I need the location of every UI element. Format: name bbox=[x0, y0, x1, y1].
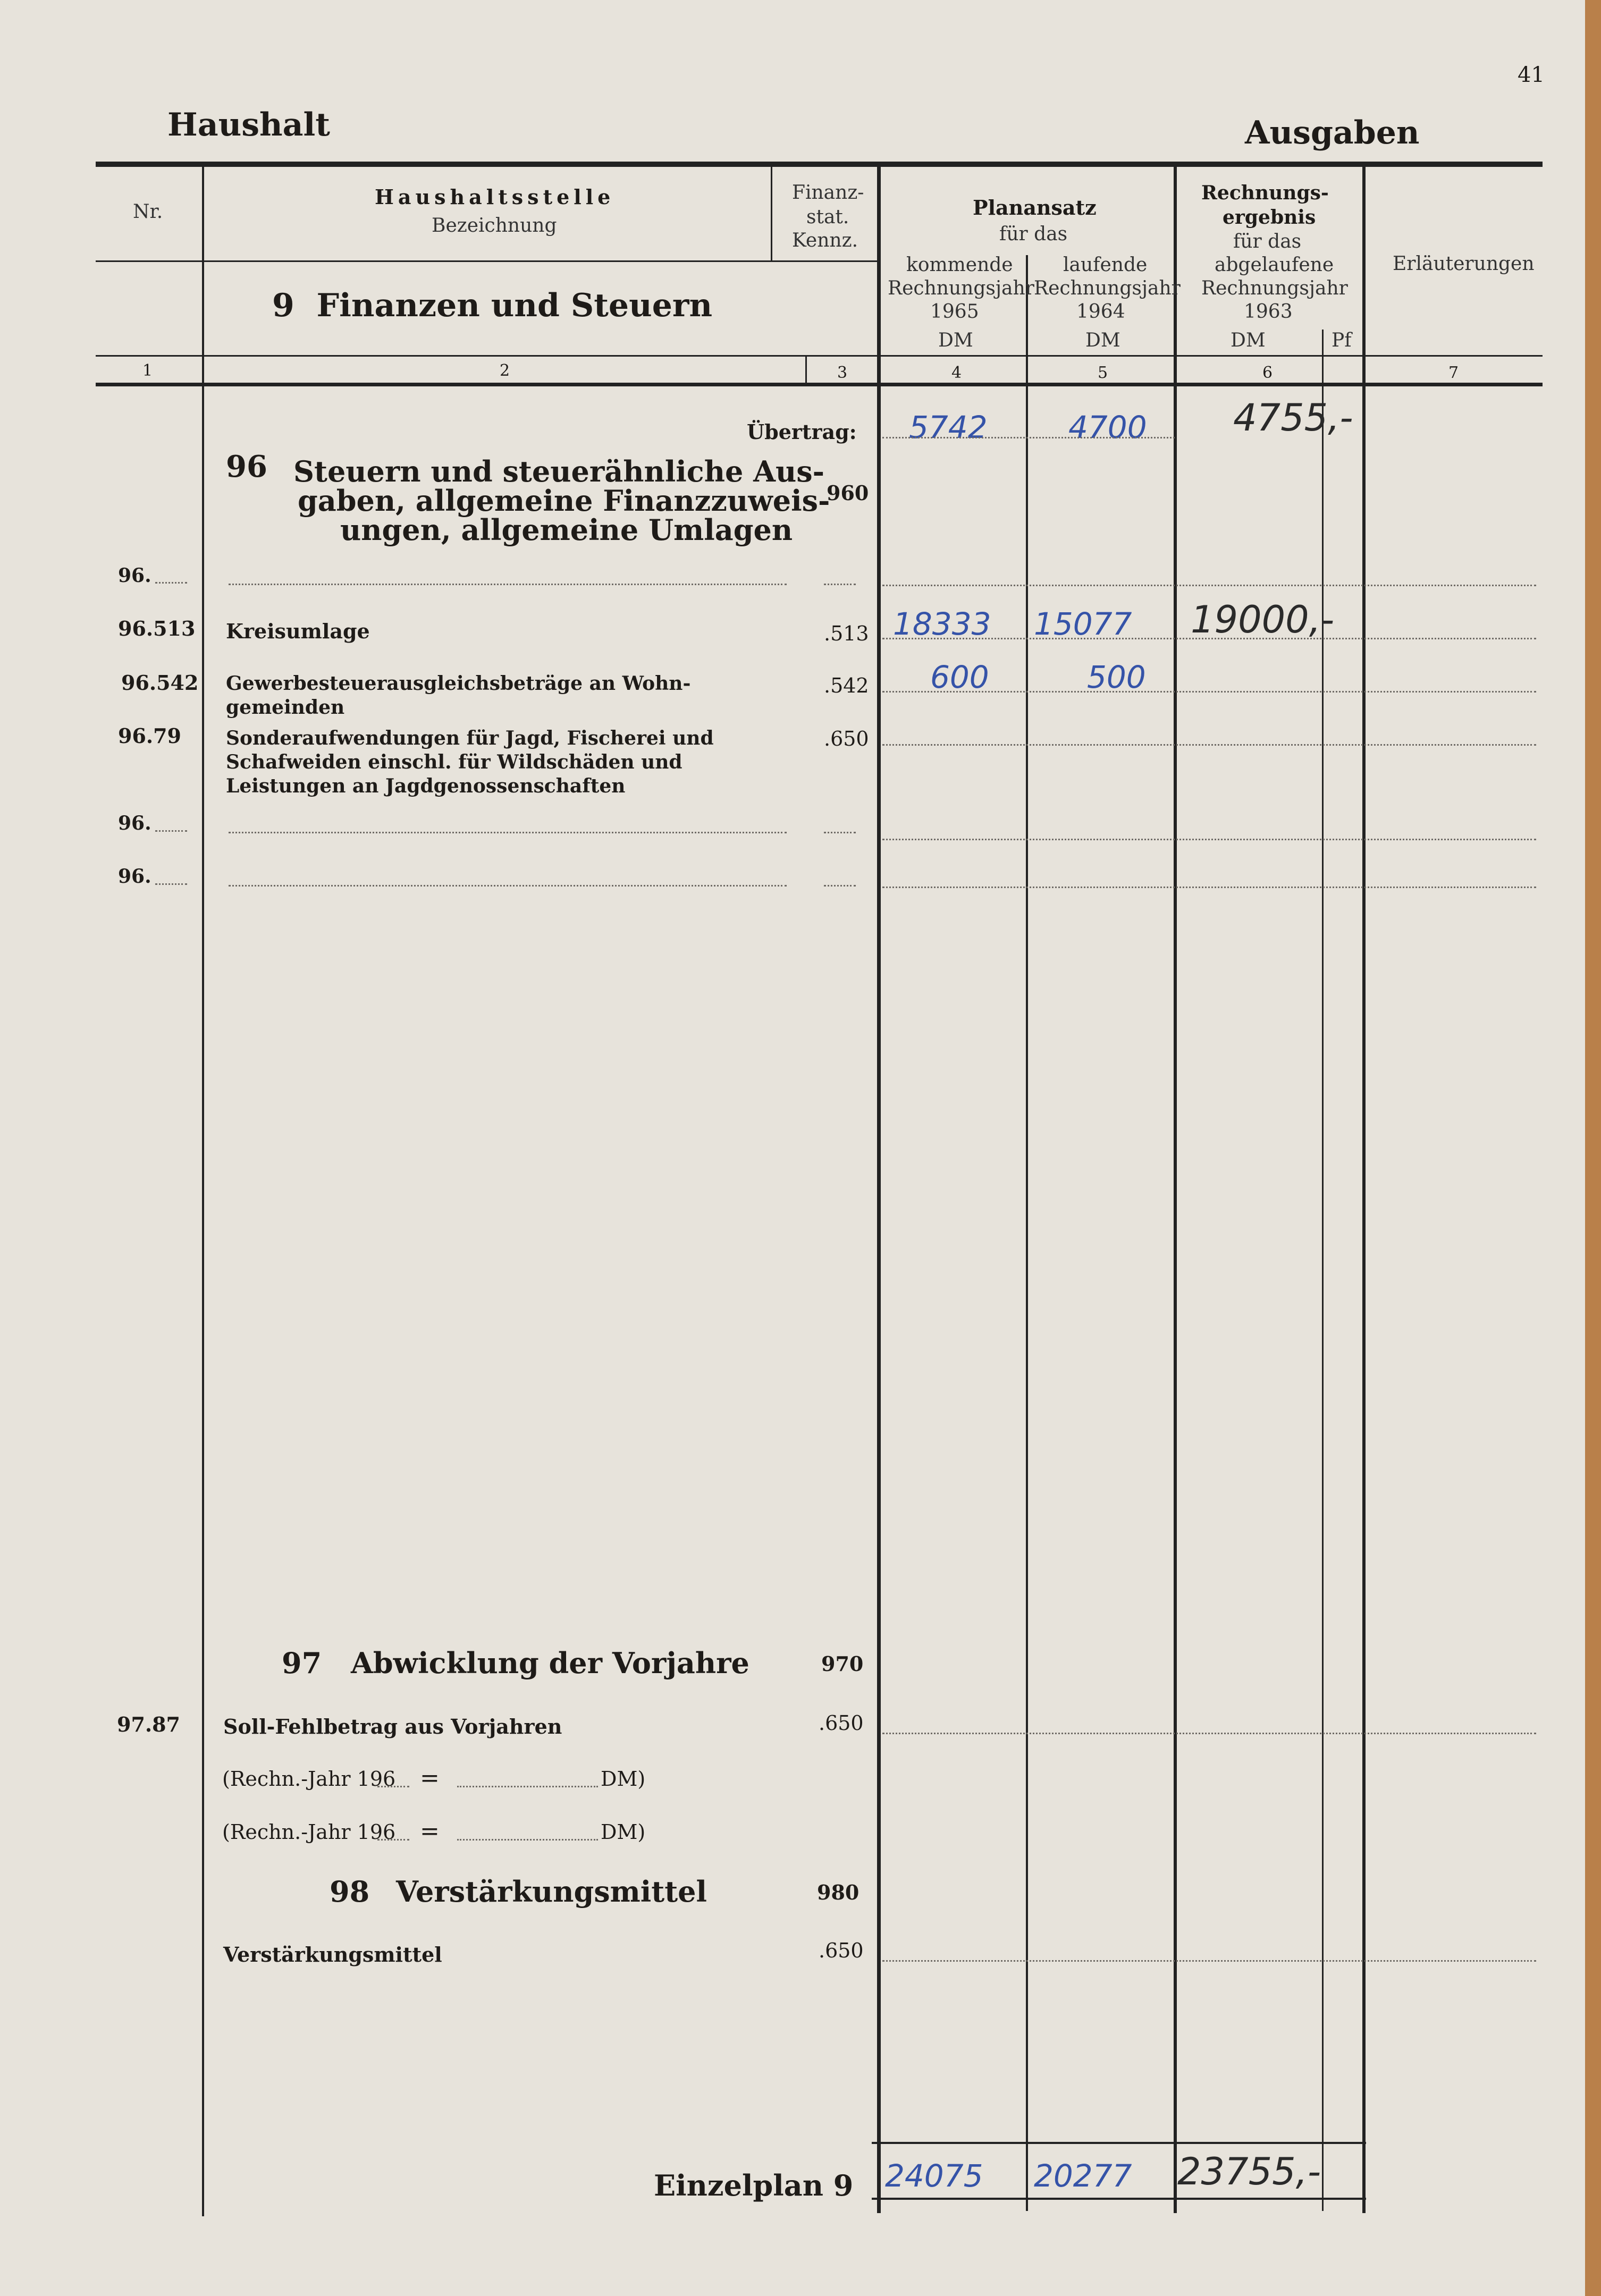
uebertrag-label: Übertrag: bbox=[747, 420, 857, 444]
rechn-jahr-dots bbox=[377, 1839, 409, 1841]
row-nr: 96. bbox=[118, 865, 151, 888]
row-kenn-dots bbox=[824, 885, 856, 887]
header-haushaltsstelle: Haushaltsstelle bbox=[375, 185, 615, 209]
col-number-6: 6 bbox=[1262, 364, 1273, 382]
col-number-1: 1 bbox=[142, 361, 153, 380]
total-label: Einzelplan 9 bbox=[654, 2168, 854, 2202]
group97-title: Abwicklung der Vorjahre bbox=[351, 1646, 749, 1680]
col-number-5: 5 bbox=[1098, 364, 1108, 382]
rechn-amount-dots bbox=[457, 1839, 598, 1841]
total-top-rule bbox=[872, 2142, 1366, 2144]
header-laufende-2: Rechnungsjahr bbox=[1034, 277, 1181, 299]
row-value-dots bbox=[882, 744, 1536, 746]
group96-code: 960 bbox=[827, 481, 869, 505]
vrule-plan-mid bbox=[1026, 255, 1028, 2211]
group96-title-2: gaben, allgemeine Finanzzuweis- bbox=[298, 484, 830, 518]
group98-code: 980 bbox=[817, 1880, 860, 1904]
total-1963: 23755,- bbox=[1177, 2150, 1321, 2193]
group96-title-1: Steuern und steuerähnliche Aus- bbox=[293, 454, 825, 488]
row-kenn: .542 bbox=[824, 674, 869, 697]
col-number-3: 3 bbox=[837, 364, 848, 382]
header-rechnungs-2: ergebnis bbox=[1223, 206, 1316, 229]
group98-number: 98 bbox=[330, 1875, 370, 1909]
row-nr: 96.542 bbox=[121, 671, 199, 695]
group98-title: Verstärkungsmittel bbox=[396, 1875, 707, 1909]
col-number-rule bbox=[96, 383, 1543, 386]
row-value-1964: 15077 bbox=[1034, 606, 1132, 642]
paper-edge bbox=[1585, 0, 1601, 2296]
col-number-2: 2 bbox=[500, 361, 510, 380]
vrule-finanz-2 bbox=[805, 355, 807, 385]
row-kenn-dots bbox=[824, 832, 856, 833]
row-kenn: .650 bbox=[819, 1939, 864, 1962]
header-finanz-3: Kennz. bbox=[792, 230, 858, 251]
rechn-jahr-label: (Rechn.-Jahr 196 bbox=[222, 1767, 396, 1791]
header-sub-rule bbox=[96, 260, 877, 262]
group96-title-3: ungen, allgemeine Umlagen bbox=[340, 513, 793, 547]
row-text: Soll-Fehlbetrag aus Vorjahren bbox=[223, 1715, 562, 1738]
header-rechnungs-3: für das bbox=[1233, 231, 1302, 252]
row-nr: 96.513 bbox=[118, 617, 196, 640]
uebertrag-dots bbox=[882, 437, 1175, 438]
row-value-1965: 18333 bbox=[893, 606, 991, 642]
row-text-line2: Schafweiden einschl. für Wildschäden und bbox=[226, 751, 682, 773]
row-value-1964: 500 bbox=[1087, 659, 1146, 695]
header-finanz-1: Finanz- bbox=[792, 182, 864, 204]
rechn-jahr-label: (Rechn.-Jahr 196 bbox=[222, 1820, 396, 1844]
header-rechnungs-4: abgelaufene bbox=[1215, 254, 1334, 276]
col-number-4: 4 bbox=[951, 364, 962, 382]
group97-number: 97 bbox=[282, 1646, 322, 1680]
rechn-amount-dots bbox=[457, 1786, 598, 1787]
row-value-dots bbox=[882, 691, 1536, 693]
row-nr-dots bbox=[155, 830, 187, 832]
header-dm-1963: DM bbox=[1231, 330, 1266, 351]
vrule-nr bbox=[202, 167, 204, 2216]
row-value-1965: 600 bbox=[930, 659, 989, 695]
row-kenn-dots bbox=[824, 584, 856, 585]
group97-code: 970 bbox=[821, 1652, 864, 1676]
row-text: Sonderaufwendungen für Jagd, Fischerei und bbox=[226, 727, 714, 749]
row-text-dots bbox=[229, 885, 787, 887]
row-kenn: .513 bbox=[824, 622, 869, 645]
row-text: Gewerbesteuerausgleichsbeträge an Wohn- bbox=[226, 672, 691, 695]
header-kommende-2: Rechnungsjahr bbox=[888, 277, 1034, 299]
uebertrag-1963: 4755,- bbox=[1233, 396, 1353, 440]
header-bottom-rule bbox=[96, 355, 1543, 357]
vrule-rech-left bbox=[1174, 167, 1177, 2213]
row-nr: 96. bbox=[118, 812, 151, 834]
top-thick-rule bbox=[96, 162, 1543, 167]
header-bezeichnung: Bezeichnung bbox=[432, 215, 557, 237]
row-text-dots bbox=[229, 832, 787, 833]
header-planansatz: Planansatz bbox=[973, 196, 1097, 220]
header-finanz-2: stat. bbox=[806, 206, 849, 228]
row-nr: 96.79 bbox=[118, 724, 181, 748]
vrule-rech-right bbox=[1362, 167, 1366, 2213]
total-1965: 24075 bbox=[885, 2158, 983, 2194]
row-value-dots bbox=[882, 1960, 1536, 1962]
header-nr: Nr. bbox=[133, 201, 163, 223]
header-kommende-1: kommende bbox=[906, 254, 1013, 276]
uebertrag-1965: 5742 bbox=[909, 409, 988, 445]
header-rechnungs-1: Rechnungs- bbox=[1201, 182, 1329, 204]
row-nr: 97.87 bbox=[117, 1712, 180, 1736]
rechn-jahr-equals: = bbox=[420, 1818, 440, 1845]
row-text: Verstärkungsmittel bbox=[223, 1943, 442, 1966]
rechn-dm-label: DM) bbox=[601, 1767, 646, 1791]
row-text-dots bbox=[229, 584, 787, 585]
row-value-1963: 19000,- bbox=[1191, 598, 1335, 641]
header-kommende-3: 1965 bbox=[930, 301, 979, 323]
header-fuer-das: für das bbox=[999, 223, 1068, 245]
row-text-line3: Leistungen an Jagdgenossenschaften bbox=[226, 775, 626, 797]
vrule-finanz bbox=[771, 167, 772, 260]
row-nr-dots bbox=[155, 582, 187, 584]
header-erlaeuterungen: Erläuterungen bbox=[1393, 253, 1535, 275]
rechn-jahr-equals: = bbox=[420, 1765, 440, 1792]
row-kenn: .650 bbox=[824, 727, 869, 750]
header-laufende-1: laufende bbox=[1063, 254, 1148, 276]
header-rechnungs-6: 1963 bbox=[1244, 301, 1293, 323]
row-value-dots bbox=[882, 638, 1536, 639]
row-value-dots bbox=[882, 1733, 1536, 1734]
rechn-dm-label: DM) bbox=[601, 1820, 646, 1844]
row-text: Kreisumlage bbox=[226, 619, 370, 643]
total-bottom-rule bbox=[872, 2198, 1366, 2200]
header-dm-1965: DM bbox=[938, 330, 973, 351]
page-number: 41 bbox=[1518, 63, 1545, 87]
header-dm-1964: DM bbox=[1085, 330, 1120, 351]
header-pf: Pf bbox=[1332, 330, 1352, 351]
left-title: Haushalt bbox=[167, 106, 330, 144]
right-title: Ausgaben bbox=[1245, 114, 1420, 151]
row-value-dots bbox=[882, 585, 1536, 586]
total-1964: 20277 bbox=[1034, 2158, 1132, 2194]
rechn-jahr-dots bbox=[377, 1786, 409, 1787]
row-value-dots bbox=[882, 887, 1536, 888]
row-nr: 96. bbox=[118, 564, 151, 587]
uebertrag-1964: 4700 bbox=[1068, 409, 1147, 445]
group96-number: 96 bbox=[226, 449, 267, 484]
vrule-plan-left bbox=[877, 167, 881, 2213]
row-kenn: .650 bbox=[819, 1711, 864, 1735]
col-number-7: 7 bbox=[1448, 364, 1459, 382]
row-text-line2: gemeinden bbox=[226, 696, 345, 719]
row-value-dots bbox=[882, 839, 1536, 840]
row-nr-dots bbox=[155, 883, 187, 885]
section-title: 9 Finanzen und Steuern bbox=[272, 287, 713, 324]
header-laufende-3: 1964 bbox=[1076, 301, 1125, 323]
header-rechnungs-5: Rechnungsjahr bbox=[1201, 277, 1348, 299]
